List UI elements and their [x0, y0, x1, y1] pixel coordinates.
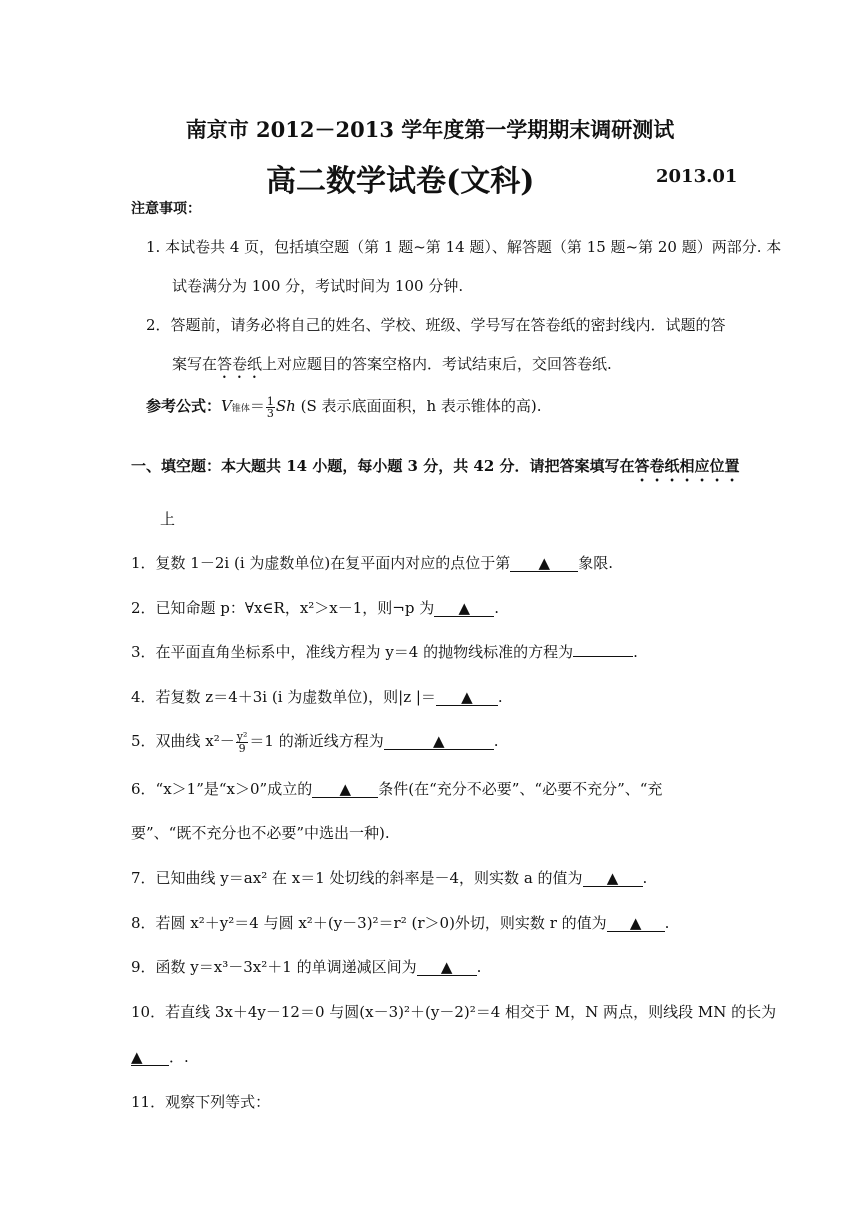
formula-eq: ＝ [249, 397, 265, 415]
question-3 [131, 641, 638, 662]
question-text: 3．在平面直角坐标系中，准线方程为 y＝4 的抛物线标准的方程为 [131, 643, 574, 661]
question-text: ．. [169, 1048, 189, 1066]
notice-text: 上对应题目的答案空格内．考试结束后，交回答卷纸. [262, 355, 612, 373]
question-11: 11．观察下列等式： [131, 1093, 271, 1111]
question-text: 7．已知曲线 y＝ax² 在 x＝1 处切线的斜率是－4，则实数 a 的值为 [131, 869, 583, 887]
question-text: 4．若复数 z＝4＋3i (i 为虚数单位)，则|z |＝ [131, 688, 436, 706]
answer-blank[interactable]: ▲ [384, 733, 494, 750]
question-1 [131, 552, 613, 573]
formula-description: (S 表示底面面积，h 表示锥体的高). [300, 397, 542, 415]
fraction-numerator: y² [236, 729, 248, 743]
answer-blank[interactable]: ▲ [131, 1049, 169, 1066]
section-1-instructions [131, 455, 740, 485]
question-text: 1．复数 1－2i (i 为虚数单位)在复平面内对应的点位于第 [131, 554, 511, 572]
question-text: 6．“x＞1”是“x＞0”成立的 [131, 780, 313, 798]
question-text: ＝1 的渐近线方程为 [249, 732, 384, 750]
question-7 [131, 867, 647, 888]
question-6-line-2: 要”、“既不充分也不必要”中选出一种). [131, 824, 390, 842]
question-text: 8．若圆 x²＋y²＝4 与圆 x²＋(y－3)²＝r² (r＞0)外切，则实数 r 的值为 [131, 914, 607, 932]
notice-item-2-line-2 [172, 353, 612, 382]
section-1-continuation: 上 [160, 510, 176, 528]
question-9 [131, 956, 481, 977]
fraction-denominator: 9 [238, 741, 246, 755]
answer-blank[interactable]: ▲ [510, 555, 578, 572]
q5-fraction [236, 731, 249, 754]
question-10-line-2 [131, 1046, 189, 1067]
exam-date: 2013.01 [656, 166, 738, 187]
question-text: 象限. [578, 554, 614, 572]
formula-subscript: 锥体 [231, 404, 250, 414]
question-10-line-1: 10．若直线 3x＋4y－12＝0 与圆(x－3)²＋(y－2)²＝4 相交于 M，N 两点，则线段 MN 的长为 [131, 1003, 777, 1021]
notice-heading: 注意事项： [131, 201, 201, 217]
exam-subtitle: 高二数学试卷(文科) [266, 164, 535, 199]
notice-item-1-line-2: 试卷满分为 100 分，考试时间为 100 分钟. [172, 277, 464, 295]
question-text: . [633, 643, 638, 661]
question-text: . [494, 599, 500, 617]
answer-blank[interactable] [573, 656, 633, 657]
question-text: . [493, 732, 499, 750]
question-2 [131, 597, 499, 618]
question-8 [131, 912, 669, 933]
fraction-denominator: 3 [266, 406, 274, 420]
question-text: . [497, 688, 503, 706]
answer-blank[interactable]: ▲ [607, 915, 665, 932]
answer-blank[interactable]: ▲ [583, 870, 643, 887]
exam-title: 南京市 2012－2013 学年度第一学期期末调研测试 [185, 117, 675, 142]
formula-sh: Sh [275, 397, 296, 415]
answer-blank[interactable]: ▲ [312, 781, 378, 798]
question-5 [131, 730, 499, 754]
section-1-emphasis: 答卷纸相应位置 [634, 457, 740, 475]
formula-v: V [221, 397, 232, 415]
section-1-text: 一、填空题：本大题共 14 小题，每小题 3 分，共 42 分．请把答案填写在 [131, 457, 635, 475]
notice-item-2-line-1: 2．答题前，请务必将自己的姓名、学校、班级、学号写在答卷纸的密封线内．试题的答 [146, 316, 726, 334]
answer-blank[interactable]: ▲ [436, 689, 498, 706]
notice-text: 案写在 [172, 355, 218, 373]
formula-fraction [266, 396, 275, 419]
question-6-line-1 [131, 778, 662, 799]
question-4 [131, 686, 503, 707]
reference-formula [146, 395, 542, 419]
fraction-numerator: 1 [266, 394, 274, 408]
question-text: . [664, 914, 670, 932]
notice-item-1-line-1: 1. 本试卷共 4 页，包括填空题（第 1 题~第 14 题）、解答题（第 15 题~第 20 题）两部分. 本 [146, 238, 782, 256]
question-text: . [642, 869, 648, 887]
question-text: . [476, 958, 482, 976]
question-text: 9．函数 y＝x³－3x²＋1 的单调递减区间为 [131, 958, 417, 976]
question-text: 2．已知命题 p：∀x∈R，x²＞x－1，则¬p 为 [131, 599, 435, 617]
answer-blank[interactable]: ▲ [417, 959, 477, 976]
question-text: 5．双曲线 x²－ [131, 732, 235, 750]
notice-emphasis: 答卷纸 [217, 355, 263, 373]
formula-label: 参考公式： [146, 397, 222, 415]
answer-blank[interactable]: ▲ [434, 600, 494, 617]
question-text: 条件(在“充分不必要”、“必要不充分”、“充 [378, 780, 663, 798]
